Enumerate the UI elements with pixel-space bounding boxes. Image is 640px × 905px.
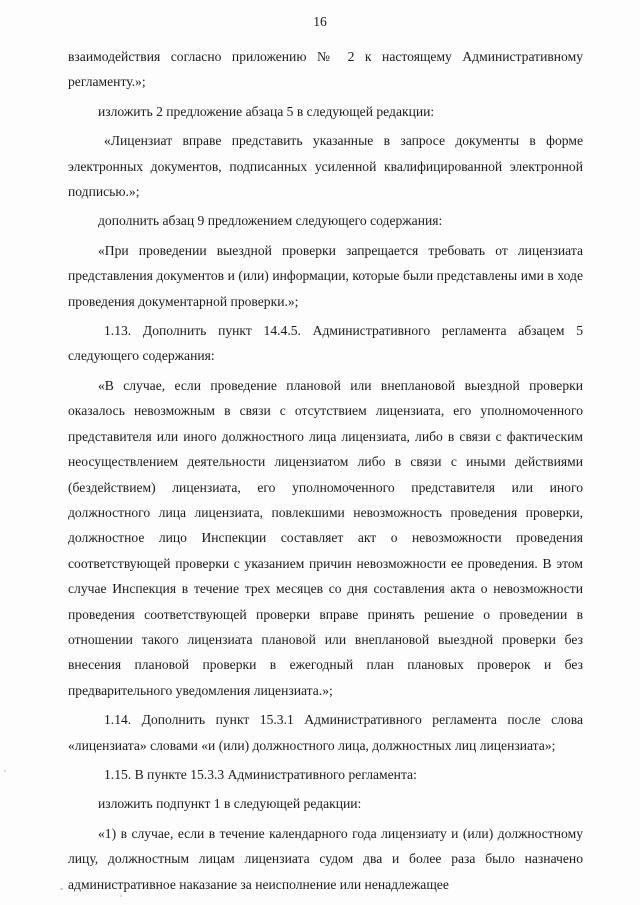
paragraph: изложить 2 предложение абзаца 5 в следующей редакции: bbox=[98, 103, 435, 119]
quoted-paragraph: «В случае, если проведение плановой или внеплановой выездной проверки оказалось невозможным в связи с отсутствием лицензиата, его уполномоченного представителя или иного должностного лица лицензиата, либо в связи с фактическим неосуществлением деятельности лицензиатом либо в связи с иными действиями (бездействием) лицензиата, его уполномоченного представителя или иного должностного лица лицензиата, повлекшими невозможность проведения проверки, должностное лицо Инспекции составляет акт о невозможности проведения соответствующей проверки с указанием причин невозможности ее проведения. В этом случае Инспекция в течение трех месяцев со дня составления акта о невозможности проведения соответствующей проверки вправе принять решение о проведении в отношении такого лицензиата плановой или внеплановой выездной проверки без внесения плановой проверки в ежегодный план плановых проверок и без предварительного уведомления лицензиата.»; bbox=[68, 377, 583, 698]
page-number: 16 bbox=[313, 14, 327, 29]
paragraph: дополнить абзац 9 предложением следующего содержания: bbox=[98, 213, 443, 229]
quoted-paragraph: «При проведении выездной проверки запрещается требовать от лицензиата представления документов и (или) информации, которые были представлены ими в ходе проведения документарной проверки.»; bbox=[68, 242, 583, 309]
numbered-paragraph: 1.15. В пункте 15.3.3 Административного регламента: bbox=[104, 766, 417, 782]
scan-speck bbox=[120, 895, 122, 897]
scan-speck bbox=[60, 888, 63, 890]
scan-speck bbox=[4, 770, 6, 772]
numbered-paragraph: 1.14. Дополнить пункт 15.3.1 Административного регламента после слова «лицензиата» словами «и (или) должностного лица, должностных лиц лицензиата»; bbox=[68, 712, 583, 753]
document-body bbox=[68, 44, 583, 897]
paragraph: взаимодействия согласно приложению № 2 к настоящему Административному регламенту.»; bbox=[68, 49, 583, 90]
paragraph: изложить подпункт 1 в следующей редакции: bbox=[98, 796, 362, 812]
numbered-paragraph: 1.13. Дополнить пункт 14.4.5. Административного регламента абзацем 5 следующего содержания: bbox=[68, 323, 583, 364]
quoted-paragraph: «1) в случае, если в течение календарного года лицензиату и (или) должностному лицу, должностным лицам лицензиата судом два и более раза было назначено административное наказание за неисполнение или ненадлежащее bbox=[68, 825, 583, 892]
quoted-paragraph: «Лицензиат вправе представить указанные в запросе документы в форме электронных документов, подписанных усиленной квалифицированной электронной подписью.»; bbox=[68, 133, 583, 200]
